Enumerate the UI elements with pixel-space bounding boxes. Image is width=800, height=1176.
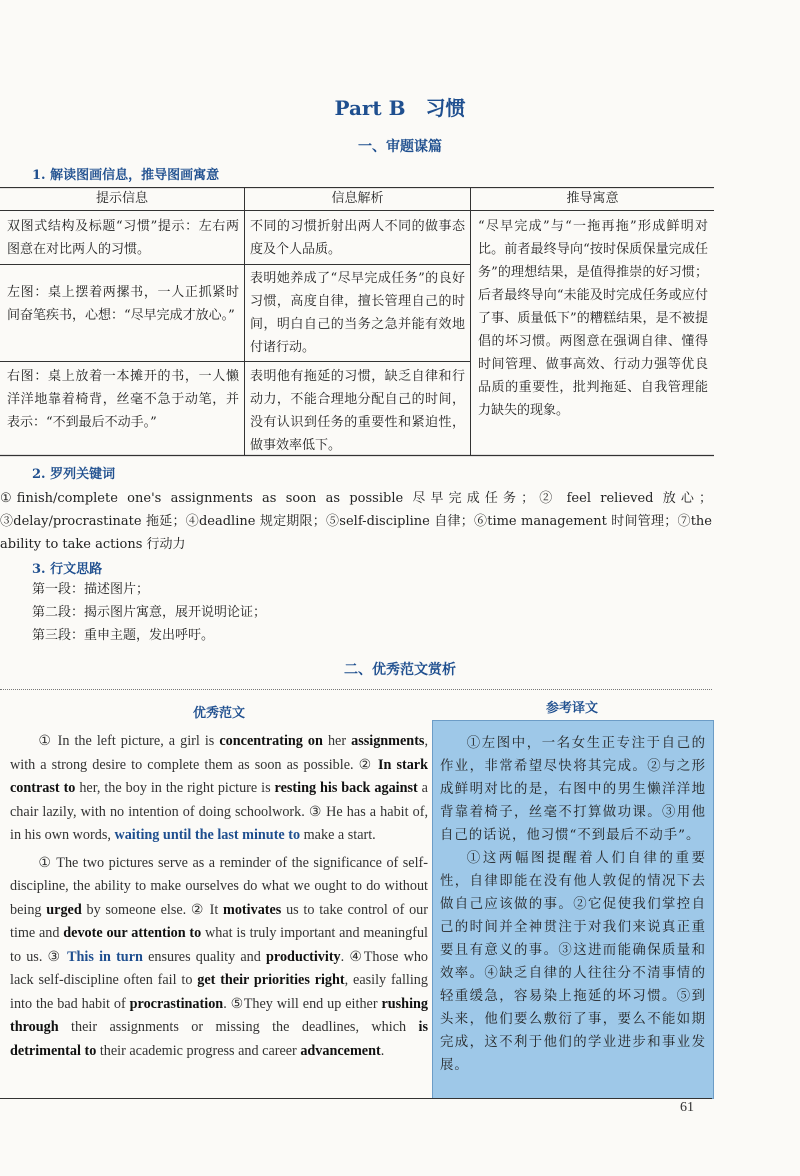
essay-paragraph-1: ① In the left picture, a girl is concentrating on her assignments, with a strong desire to complete them as soon as possible. ② In stark contrast to her, the boy in the right picture is resting his back against a chair lazily, with no intention of doing schoolwork. ③ He has a habit of, in his own words, waiting until the last minute to make a start.	[10, 733, 428, 843]
table-cell-hint: 左图：桌上摆着两摞书，一人正抓紧时间奋笔疾书，心想：“尽早完成才放心。”	[7, 285, 239, 323]
essay-key-phrase: motivates	[223, 901, 282, 918]
subheading-1: 1. 解读图画信息，推导图画寓意	[32, 168, 220, 183]
table-cell-meaning: “尽早完成”与“一拖再拖”形成鲜明对比。前者最终导向“按时保质保量完成任务”的理想结果，是值得推崇的好习惯；后者最终导向“未能及时完成任务或应付了事、质量低下”的糟糕结果，是不被提倡的坏习惯。两图意在强调自律、懂得时间管理、做事高效、行动力强等优良品质的重要性，批判拖延、自我管理能力缺失的现象。	[478, 219, 708, 418]
essay-key-phrase: concentrating on	[219, 733, 323, 749]
keyword-list: ①finish/complete one's assignments as soon as possible 尽早完成任务；② feel relieved 放心；③delay/procrastinate 拖延；④deadline 规定期限；⑤self-discipline 自律；⑥time management 时间管理；⑦the ability to take actions 行动力	[0, 491, 712, 552]
table-cell-analysis: 表明他有拖延的习惯，缺乏自律和行动力，不能合理地分配自己的时间，没有认识到任务的重要性和紧迫性，做事效率低下。	[250, 369, 465, 453]
section-2-title: 二、优秀范文赏析	[344, 662, 456, 678]
essay-heading: 优秀范文	[192, 706, 245, 721]
essay-key-phrase: In stark contrast to	[10, 756, 428, 796]
table-header-meaning: 推导寓意	[566, 191, 619, 206]
translation-heading: 参考译文	[545, 701, 598, 716]
page-number: 61	[680, 1100, 694, 1115]
essay-key-phrase: This in turn	[67, 948, 143, 965]
table-header-hint: 提示信息	[95, 191, 148, 206]
outline-item: 第一段：描述图片；	[32, 582, 150, 597]
essay-key-phrase: urged	[46, 901, 82, 918]
outline-item: 第三段：重申主题，发出呼吁。	[32, 628, 215, 643]
essay-key-phrase: productivity	[266, 948, 341, 965]
subheading-3: 3. 行文思路	[32, 562, 103, 577]
essay-key-phrase: assignments	[351, 733, 425, 749]
essay-key-phrase: devote our attention to	[63, 925, 202, 941]
outline-item: 第二段：揭示图片寓意，展开说明论证；	[32, 605, 267, 620]
translation-paragraph-2: ①这两幅图提醒着人们自律的重要性，自律即能在没有他人敦促的情况下去做自己应该做的事。②它促使我们掌控自己的时间并全神贯注于对我们来说真正重要且有意义的事。③这进而能确保质量和效率。④缺乏自律的人往往分不清事情的轻重缓急，容易染上拖延的坏习惯。⑤到头来，他们要么敷衍了事，要么不能如期完成，这不利于他们的学业进步和事业发展。	[440, 851, 706, 1073]
essay-key-phrase: get their priorities right	[197, 972, 345, 988]
essay-key-phrase: procrastination	[129, 995, 224, 1012]
translation-paragraph-1: ①左图中，一名女生正专注于自己的作业，非常希望尽快将其完成。②与之形成鲜明对比的是，右图中的男生懒洋洋地背靠着椅子，丝毫不打算做功课。③用他自己的话说，他习惯“不到最后不动手”。	[440, 736, 706, 843]
table-cell-analysis: 表明她养成了“尽早完成任务”的良好习惯，高度自律，擅长管理自己的时间，明白自己的当务之急并能有效地付诸行动。	[250, 271, 465, 355]
bottom-rule	[0, 1098, 712, 1099]
page-title: Part B 习惯	[334, 96, 466, 120]
essay-paragraph-2: ① The two pictures serve as a reminder of the significance of self-discipline, the ability to make ourselves do what we ought to do without being urged by someone else. ② It motivates us to take control of our time and devote our attention to what is truly important and meaningful to us. ③ This in turn ensures quality and productivity. ④Those who lack self-discipline often fail to get their priorities right, easily falling into the bad habit of procrastination. ⑤They will end up either rushing through their assignments or missing the deadlines, which is detrimental to their academic progress and career advancement.	[10, 854, 429, 1059]
essay-key-phrase: advancement	[300, 1042, 381, 1059]
table-cell-analysis: 不同的习惯折射出两人不同的做事态度及个人品质。	[250, 219, 465, 257]
subheading-2: 2. 罗列关键词	[32, 467, 116, 482]
essay-key-phrase: waiting until the last minute to	[114, 827, 301, 843]
translation-text	[440, 732, 706, 1077]
table-cell-hint: 双图式结构及标题“习惯”提示：左右两图意在对比两人的习惯。	[7, 219, 239, 257]
essay-key-phrase: rushing through	[10, 995, 428, 1035]
essay-key-phrase: is detrimental to	[10, 1019, 428, 1059]
section-1-title: 一、审题谋篇	[358, 139, 442, 155]
analysis-table	[0, 187, 716, 457]
table-header-analysis: 信息解析	[331, 191, 384, 206]
table-cell-hint: 右图：桌上放着一本摊开的书，一人懒洋洋地靠着椅背，丝毫不急于动笔，并表示：“不到最后不动手。”	[7, 369, 239, 430]
model-essay	[10, 730, 428, 1063]
essay-key-phrase: resting his back against	[274, 780, 418, 796]
dotted-divider	[0, 689, 712, 690]
